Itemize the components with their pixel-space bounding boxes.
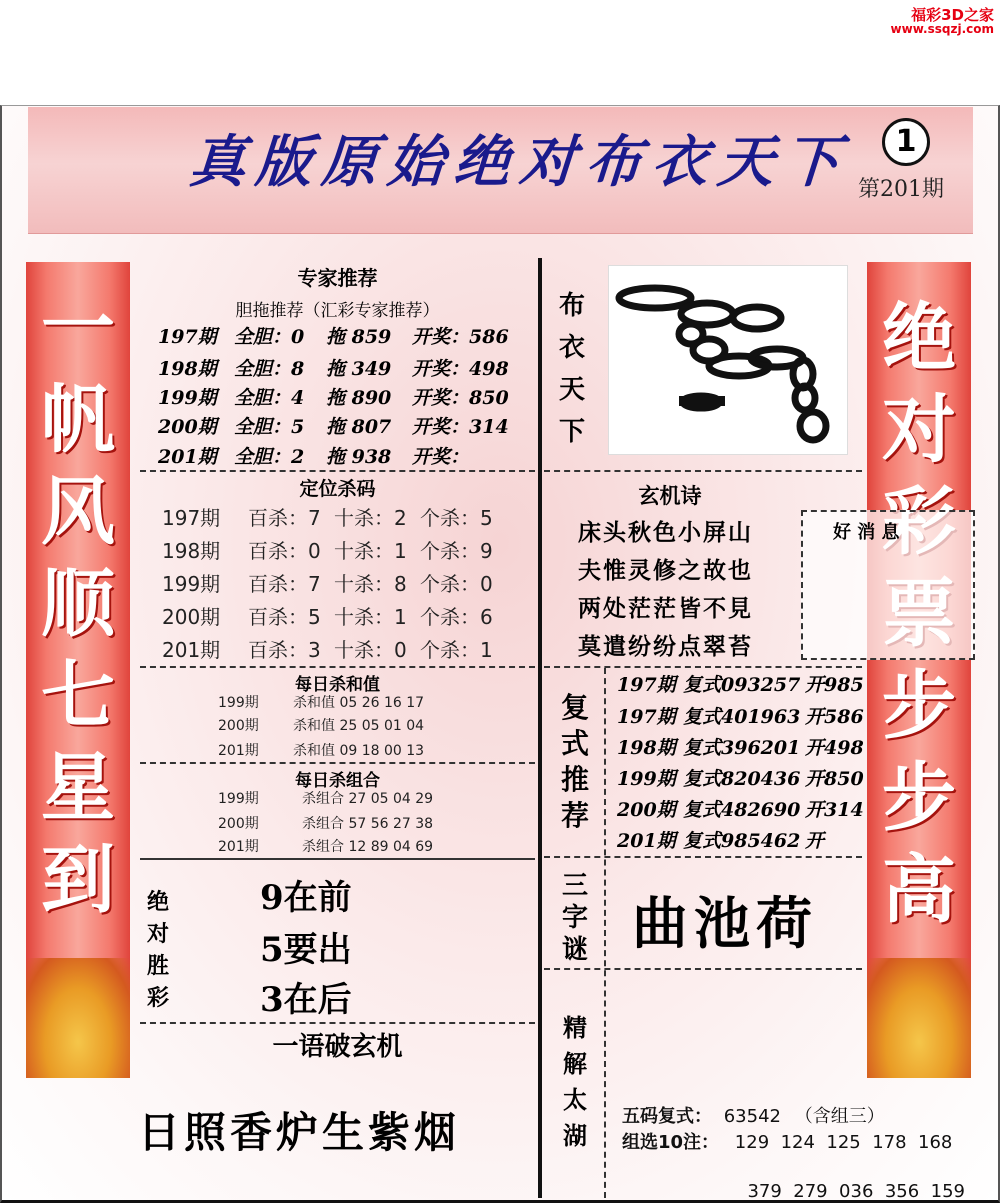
center-divider bbox=[538, 258, 542, 1198]
right-inner-divider bbox=[604, 668, 606, 1198]
row-ge: 个杀：0 bbox=[420, 572, 493, 596]
row-dan: 全胆：4 bbox=[234, 387, 305, 409]
row-kai: 开586 bbox=[805, 706, 864, 728]
row-combo: 复式401963 bbox=[683, 706, 801, 728]
label-char: 衣 bbox=[558, 333, 585, 363]
row-tuo: 拖 859 bbox=[326, 326, 392, 348]
sum-kill-row bbox=[218, 740, 424, 760]
group-line bbox=[736, 1160, 965, 1202]
five-code-value: 63542 bbox=[723, 1106, 781, 1127]
expert-row bbox=[158, 442, 469, 469]
row-period: 201期 bbox=[617, 830, 676, 852]
five-code-label: 五码复式： bbox=[622, 1106, 712, 1127]
three-char-answer: 曲池荷 bbox=[632, 891, 818, 957]
couplet-right bbox=[867, 262, 971, 1078]
row-shi: 十杀：0 bbox=[334, 638, 407, 662]
sum-kill-row bbox=[218, 715, 424, 735]
group-line bbox=[622, 1128, 952, 1154]
row-tuo: 拖 938 bbox=[326, 446, 392, 468]
section-divider bbox=[140, 858, 535, 860]
combo-kill-row bbox=[218, 813, 433, 833]
row-period: 199期 bbox=[218, 695, 259, 711]
group-label: 组选10注： bbox=[622, 1132, 720, 1153]
fushi-row bbox=[617, 826, 824, 853]
poem-line: 床头秋色小屏山 bbox=[578, 519, 753, 546]
row-period: 201期 bbox=[158, 446, 217, 468]
row-period: 200期 bbox=[218, 718, 259, 734]
sure-win-line: 5要出 bbox=[260, 930, 352, 970]
row-period: 197期 bbox=[617, 706, 676, 728]
poem-title: 玄机诗 bbox=[638, 483, 702, 508]
expert-row bbox=[158, 412, 509, 439]
couplet-left bbox=[26, 262, 130, 1078]
row-period: 199期 bbox=[158, 387, 217, 409]
row-bai: 百杀：5 bbox=[248, 605, 321, 629]
row-shi: 十杀：1 bbox=[334, 539, 407, 563]
label-char: 天 bbox=[558, 375, 585, 405]
row-period: 200期 bbox=[218, 816, 259, 832]
combo-kill-row bbox=[218, 788, 433, 808]
label-char: 复 bbox=[560, 691, 589, 724]
watermark-site-name: 福彩3D之家 bbox=[911, 6, 994, 24]
picture-puzzle bbox=[608, 265, 848, 455]
section-divider bbox=[140, 470, 535, 472]
gold-ingot-decoration bbox=[867, 958, 971, 1078]
row-period: 201期 bbox=[218, 839, 259, 855]
expert-title: 专家推荐 bbox=[297, 266, 378, 290]
row-combo: 复式820436 bbox=[683, 768, 801, 790]
fushi-row bbox=[617, 702, 864, 729]
section-divider bbox=[140, 762, 535, 764]
page-title: 真版原始绝对布衣天下 bbox=[187, 129, 853, 195]
fushi-row bbox=[617, 764, 864, 791]
row-period: 201期 bbox=[218, 743, 259, 759]
row-kai: 开奖：314 bbox=[412, 416, 509, 438]
section-divider bbox=[544, 856, 862, 858]
row-ge: 个杀：6 bbox=[420, 605, 493, 629]
section-divider bbox=[140, 1022, 535, 1024]
row-value: 杀和值 05 26 16 17 bbox=[293, 695, 425, 711]
position-kill-row bbox=[162, 568, 493, 597]
position-kill-row bbox=[162, 535, 493, 564]
expert-row bbox=[158, 383, 509, 410]
row-kai: 开奖：498 bbox=[412, 358, 509, 380]
row-period: 200期 bbox=[158, 416, 217, 438]
section-divider bbox=[544, 470, 862, 472]
group-row-1: 129 124 125 178 168 bbox=[734, 1132, 953, 1153]
section-divider bbox=[544, 666, 862, 668]
row-bai: 百杀：7 bbox=[248, 506, 321, 530]
row-kai: 开985 bbox=[805, 674, 864, 696]
position-kill-row bbox=[162, 502, 493, 531]
row-bai: 百杀：0 bbox=[248, 539, 321, 563]
row-tuo: 拖 349 bbox=[326, 358, 392, 380]
row-kai: 开314 bbox=[805, 799, 864, 821]
row-ge: 个杀：9 bbox=[420, 539, 493, 563]
position-kill-row bbox=[162, 601, 493, 630]
row-bai: 百杀：7 bbox=[248, 572, 321, 596]
row-dan: 全胆：5 bbox=[234, 416, 305, 438]
label-char: 胜 bbox=[146, 953, 169, 979]
gold-ingot-decoration bbox=[26, 958, 130, 1078]
sum-kill-title: 每日杀和值 bbox=[295, 675, 380, 695]
position-kill-row bbox=[162, 634, 493, 663]
row-bai: 百杀：3 bbox=[248, 638, 321, 662]
row-period: 200期 bbox=[162, 605, 221, 629]
fushi-row bbox=[617, 795, 864, 822]
sure-win-line: 3在后 bbox=[260, 980, 352, 1020]
row-ge: 个杀：5 bbox=[420, 506, 493, 530]
riddle-phrase-title: 一语破玄机 bbox=[272, 1032, 403, 1062]
row-period: 198期 bbox=[162, 539, 221, 563]
sheet-number-badge: 1 bbox=[882, 118, 930, 166]
row-kai: 开850 bbox=[805, 768, 864, 790]
couplet-left-text: 一帆风顺七星到 bbox=[41, 285, 115, 923]
row-combo: 复式985462 bbox=[683, 830, 801, 852]
good-news-title: 好 消 息 bbox=[833, 522, 900, 543]
row-dan: 全胆：8 bbox=[234, 358, 305, 380]
label-char: 湖 bbox=[563, 1121, 587, 1150]
row-combo: 复式093257 bbox=[683, 674, 801, 696]
row-kai: 开奖：586 bbox=[412, 326, 509, 348]
combo-kill-title: 每日杀组合 bbox=[295, 771, 380, 791]
poem-line: 两处茫茫皆不見 bbox=[578, 595, 753, 622]
row-shi: 十杀：8 bbox=[334, 572, 407, 596]
expert-row bbox=[158, 322, 509, 349]
row-dan: 全胆：2 bbox=[234, 446, 305, 468]
row-kai: 开498 bbox=[805, 737, 864, 759]
row-period: 197期 bbox=[617, 674, 676, 696]
label-char: 精 bbox=[563, 1013, 587, 1042]
section-divider bbox=[140, 666, 535, 668]
label-char: 解 bbox=[563, 1049, 587, 1078]
label-char: 对 bbox=[146, 921, 169, 947]
couplet-right-text: 绝对 步步高 bbox=[882, 295, 956, 933]
row-value: 杀组合 57 56 27 38 bbox=[302, 816, 434, 832]
row-value: 杀组合 12 89 04 69 bbox=[302, 839, 434, 855]
row-combo: 复式482690 bbox=[683, 799, 801, 821]
watermark-site-url[interactable]: www.ssqzj.com bbox=[890, 22, 994, 36]
row-value: 杀和值 25 05 01 04 bbox=[293, 718, 425, 734]
row-period: 197期 bbox=[162, 506, 221, 530]
row-value: 杀组合 27 05 04 29 bbox=[302, 791, 434, 807]
section-divider bbox=[544, 968, 862, 970]
position-kill-title: 定位杀码 bbox=[299, 478, 376, 500]
sum-kill-row bbox=[218, 692, 424, 712]
chain-links-icon bbox=[609, 266, 849, 456]
combo-kill-row bbox=[218, 836, 433, 856]
label-char: 谜 bbox=[561, 935, 588, 965]
poem-line: 莫遣纷纷点翠苔 bbox=[578, 633, 753, 660]
expert-subtitle: 胆拖推荐（汇彩专家推荐） bbox=[235, 301, 440, 321]
label-char: 彩 bbox=[146, 985, 169, 1011]
five-code-line bbox=[622, 1102, 885, 1128]
row-period: 200期 bbox=[617, 799, 676, 821]
row-ge: 个杀：1 bbox=[420, 638, 493, 662]
row-value: 杀和值 09 18 00 13 bbox=[293, 743, 425, 759]
riddle-phrase-text: 日照香炉生紫烟 bbox=[138, 1108, 461, 1157]
row-kai: 开奖： bbox=[412, 446, 470, 468]
group-row-2: 379 279 036 356 159 bbox=[747, 1181, 966, 1202]
issue-number: 第201期 bbox=[858, 177, 944, 202]
row-kai: 开 bbox=[805, 830, 825, 852]
label-char: 三 bbox=[561, 871, 588, 901]
label-char: 推 bbox=[560, 763, 589, 796]
row-shi: 十杀：1 bbox=[334, 605, 407, 629]
fushi-row bbox=[617, 670, 864, 697]
taihu-label bbox=[555, 1010, 595, 1154]
row-tuo: 拖 807 bbox=[326, 416, 392, 438]
fushi-label bbox=[555, 690, 595, 834]
label-char: 太 bbox=[563, 1085, 587, 1114]
row-combo: 复式396201 bbox=[683, 737, 801, 759]
label-char: 荐 bbox=[560, 799, 589, 832]
row-period: 199期 bbox=[218, 791, 259, 807]
row-period: 198期 bbox=[158, 358, 217, 380]
row-period: 197期 bbox=[158, 326, 217, 348]
row-kai: 开奖：850 bbox=[412, 387, 509, 409]
sure-win-label bbox=[138, 886, 178, 1014]
row-tuo: 拖 890 bbox=[326, 387, 392, 409]
row-shi: 十杀：2 bbox=[334, 506, 407, 530]
poem-line: 夫惟灵修之故也 bbox=[578, 557, 753, 584]
good-news-box bbox=[801, 510, 975, 660]
five-code-note: （含组三） bbox=[794, 1106, 885, 1127]
sure-win-line: 9在前 bbox=[260, 878, 352, 918]
label-char: 布 bbox=[558, 291, 585, 321]
buyi-label bbox=[552, 285, 592, 453]
expert-row bbox=[158, 354, 509, 381]
label-char: 字 bbox=[561, 903, 588, 933]
label-char: 下 bbox=[558, 417, 585, 447]
row-period: 198期 bbox=[617, 737, 676, 759]
row-period: 199期 bbox=[617, 768, 676, 790]
fushi-row bbox=[617, 733, 864, 760]
row-period: 201期 bbox=[162, 638, 221, 662]
row-period: 199期 bbox=[162, 572, 221, 596]
label-char: 式 bbox=[560, 727, 589, 760]
label-char: 绝 bbox=[146, 889, 169, 915]
row-dan: 全胆：0 bbox=[234, 326, 305, 348]
three-char-label bbox=[555, 870, 595, 966]
